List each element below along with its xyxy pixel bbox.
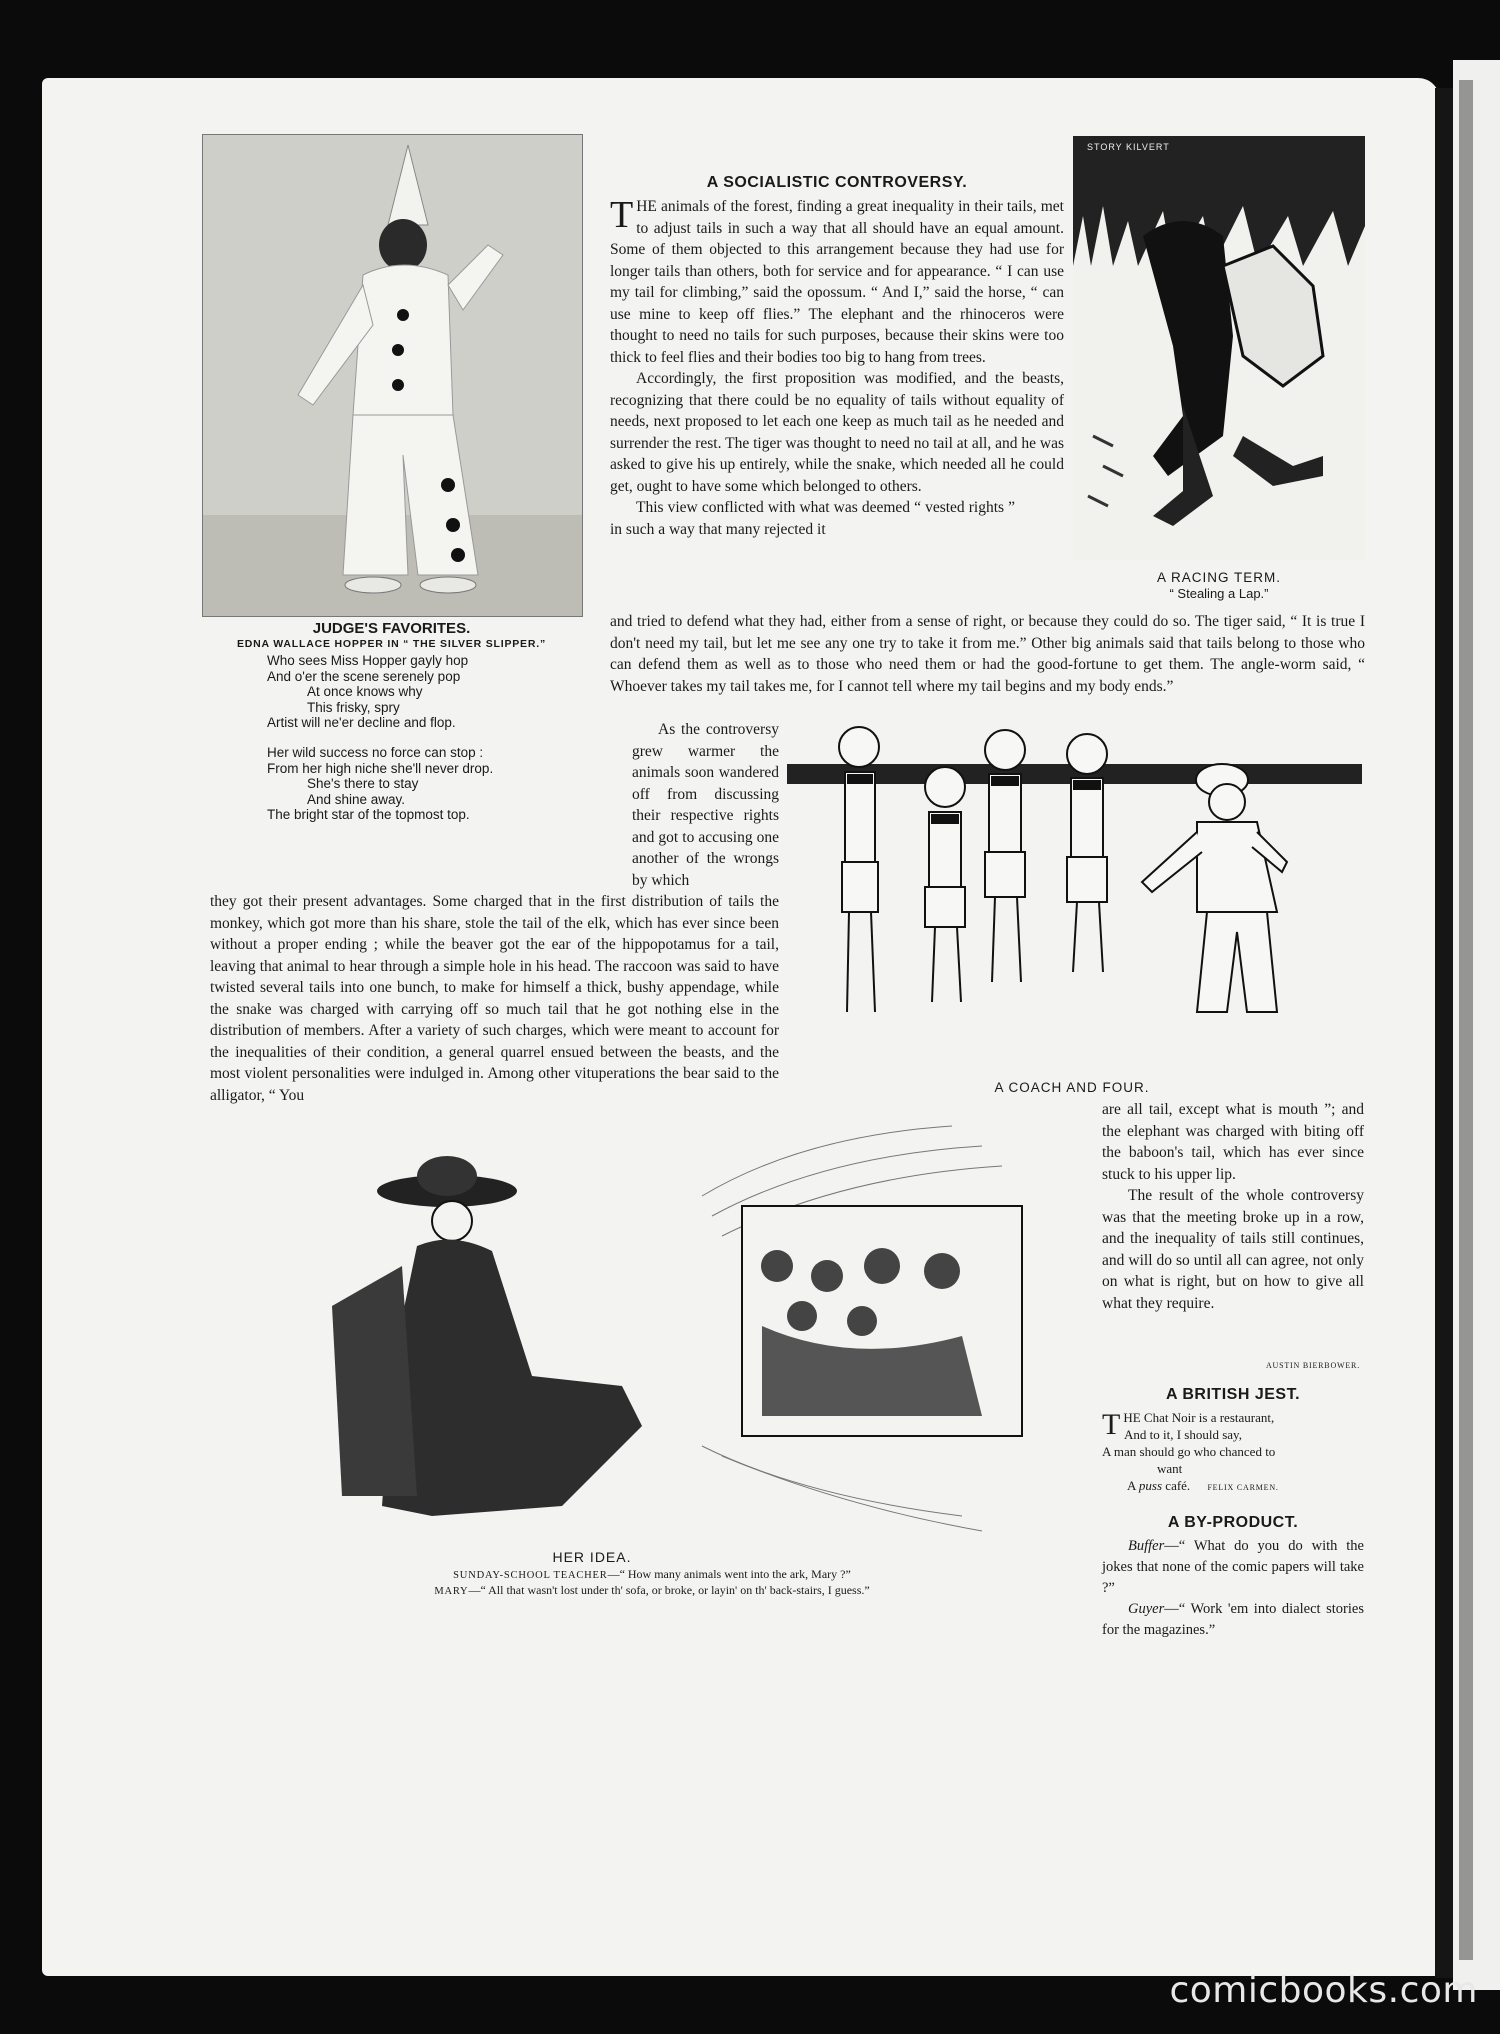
poem-line: At once knows why bbox=[307, 684, 423, 699]
poem-line: Artist will ne'er decline and flop. bbox=[267, 715, 456, 730]
british-author: FELIX CARMEN. bbox=[1207, 1483, 1279, 1492]
paragraph: THE animals of the forest, finding a great inequality in their tails, met to adjust tails in such a way that all should have an equal amount. Some of them objected to this arrangement because they had use for longer tails than others, both for service and for appearance. “ I can use my tail for climbing,” said the opossum. “ And I,” said the horse, “ can use mine to keep off flies.” The elephant and the rhinoceros were thought to need no tails for such purposes, because their skins were too thick to feel flies and their bodies too big to hang from trees. bbox=[610, 194, 1064, 366]
racing-illustration bbox=[1073, 136, 1365, 560]
poem-line: Who sees Miss Hopper gayly hop bbox=[267, 653, 469, 668]
poem-line: Her wild success no force can stop : bbox=[267, 745, 484, 760]
paragraph: This view conflicted with what was deemed “ vested rights ” in such a way that many rejected it bbox=[610, 499, 1015, 538]
drop-cap: T bbox=[1102, 1408, 1121, 1441]
her-idea-line-2: MARY—“ All that wasn't lost under th' sofa, or broke, or layin' on th' back-stairs, I guess.” bbox=[434, 1583, 870, 1597]
verse-line: THE Chat Noir is a restaurant, bbox=[1102, 1408, 1275, 1441]
verse-line: A puss café. FELIX CARMEN. bbox=[1127, 1478, 1279, 1493]
speaker: Guyer bbox=[1128, 1601, 1165, 1617]
british-verse bbox=[1102, 1409, 1364, 1496]
adjacent-page bbox=[1453, 60, 1500, 1990]
page-gutter bbox=[1435, 88, 1453, 1978]
poem-line: This frisky, spry bbox=[307, 699, 400, 715]
paragraph: As the controversy grew warmer the animals soon wandered off from discussing their respective rights and got to accusing one another of the wrongs by which bbox=[632, 721, 779, 889]
byproduct-text bbox=[1102, 1536, 1364, 1641]
poem-line: And shine away. bbox=[307, 791, 406, 807]
verse-line: And to it, I should say, bbox=[1124, 1427, 1242, 1442]
speaker: SUNDAY-SCHOOL TEACHER bbox=[453, 1570, 608, 1581]
paragraph: and tried to defend what they had, either from a sense of right, or because they could do so. The tiger said, “ It is true I don't need my tail, but let me see any one try to take it from me.” Other big animals said that tails belong to those who can defend them as well as to those who need them or had the good-fortune to get them. The angle-worm said, “ Whoever takes my tail takes me, for I cannot tell where my tail begins and my body ends.” bbox=[610, 613, 1365, 695]
british-title: A BRITISH JEST. bbox=[1165, 1386, 1301, 1403]
judge-title: JUDGE'S FAVORITES. bbox=[312, 620, 471, 637]
byproduct-title: A BY-PRODUCT. bbox=[1167, 1514, 1299, 1531]
poem-line: From her high niche she'll never drop. bbox=[267, 760, 494, 776]
socialistic-author: AUSTIN BIERBOWER. bbox=[1265, 1361, 1360, 1370]
judge-stanza-2 bbox=[267, 745, 493, 823]
socialistic-column-4 bbox=[210, 891, 779, 1106]
her-idea-line-1: SUNDAY-SCHOOL TEACHER—“ How many animals went into the ark, Mary ?” bbox=[453, 1567, 851, 1581]
socialistic-column-2 bbox=[610, 611, 1365, 697]
drop-cap: T bbox=[610, 194, 634, 236]
coach-illustration bbox=[787, 712, 1362, 1072]
her-idea-illustration bbox=[202, 1116, 1102, 1544]
paragraph: they got their present advantages. Some charged that in the first distribution of tails the monkey, which got more than his share, stole the tail of the elk, which has ever since been without a proper ending ; while the beaver got the ear of the hippopotamus for a tail, leaving that animal to hear through a simple hole in his head. The raccoon was said to have twisted several tails into one bunch, to make for himself a thick, bushy appendage, while the snake was charged with carrying off so much tail that he got nothing else in the distribution of members. After a variety of such charges, which were meant to account for the inequalities of their condition, a general quarrel ensued between the beasts, and the most violent personalities were indulged in. Among other vituperations the bear said to the alligator, “ You bbox=[210, 893, 779, 1104]
socialistic-title: A SOCIALISTIC CONTROVERSY. bbox=[706, 174, 968, 191]
verse-line: A man should go who chanced to bbox=[1102, 1444, 1276, 1459]
racing-caption: A RACING TERM. bbox=[1156, 570, 1282, 585]
socialistic-column-5 bbox=[1102, 1099, 1364, 1314]
paragraph: Accordingly, the first proposition was modified, and the beasts, recognizing that there could be no equality of tails without equality of needs, next proposed to let each one keep as much tail as he needed and surrender the rest. The tiger was thought to need no tail at all, and he was asked to give his up entirely, while the snake, which needed all he could get, ought to have some which belonged to others. bbox=[610, 370, 1064, 495]
pierrot-photo bbox=[202, 134, 583, 617]
paragraph: The result of the whole controversy was that the meeting broke up in a row, and the inequality of tails still continues, and will do so until all can agree, not only on what is right, but on how to give all what they require. bbox=[1102, 1187, 1364, 1312]
speaker: Buffer bbox=[1128, 1538, 1165, 1554]
socialistic-column-3 bbox=[632, 719, 779, 891]
verse-line: want bbox=[1157, 1461, 1183, 1476]
judge-subtitle: EDNA WALLACE HOPPER IN “ THE SILVER SLIPPER.” bbox=[236, 638, 547, 650]
speaker: MARY bbox=[434, 1586, 469, 1597]
poem-line: And o'er the scene serenely pop bbox=[267, 668, 461, 684]
coach-caption: A COACH AND FOUR. bbox=[994, 1080, 1150, 1095]
paragraph: Guyer—“ Work 'em into dialect stories for the magazines.” bbox=[1102, 1601, 1364, 1638]
racing-subcaption: “ Stealing a Lap.” bbox=[1169, 586, 1269, 601]
watermark: comicbooks.com bbox=[1169, 1970, 1478, 2011]
her-idea-caption: HER IDEA. bbox=[552, 1549, 632, 1565]
poem-line: The bright star of the topmost top. bbox=[267, 807, 470, 822]
racing-signature: STORY KILVERT bbox=[1087, 142, 1170, 152]
paragraph: are all tail, except what is mouth ”; and the elephant was charged with biting off the baboon's tail, which has ever since stuck to his upper lip. bbox=[1102, 1101, 1364, 1183]
paragraph: Buffer—“ What do you do with the jokes that none of the comic papers will take ?” bbox=[1102, 1538, 1364, 1596]
magazine-page bbox=[42, 78, 1440, 1976]
socialistic-column-1 bbox=[610, 196, 1064, 540]
poem-line: She's there to stay bbox=[307, 776, 419, 791]
judge-stanza-1 bbox=[267, 653, 468, 731]
